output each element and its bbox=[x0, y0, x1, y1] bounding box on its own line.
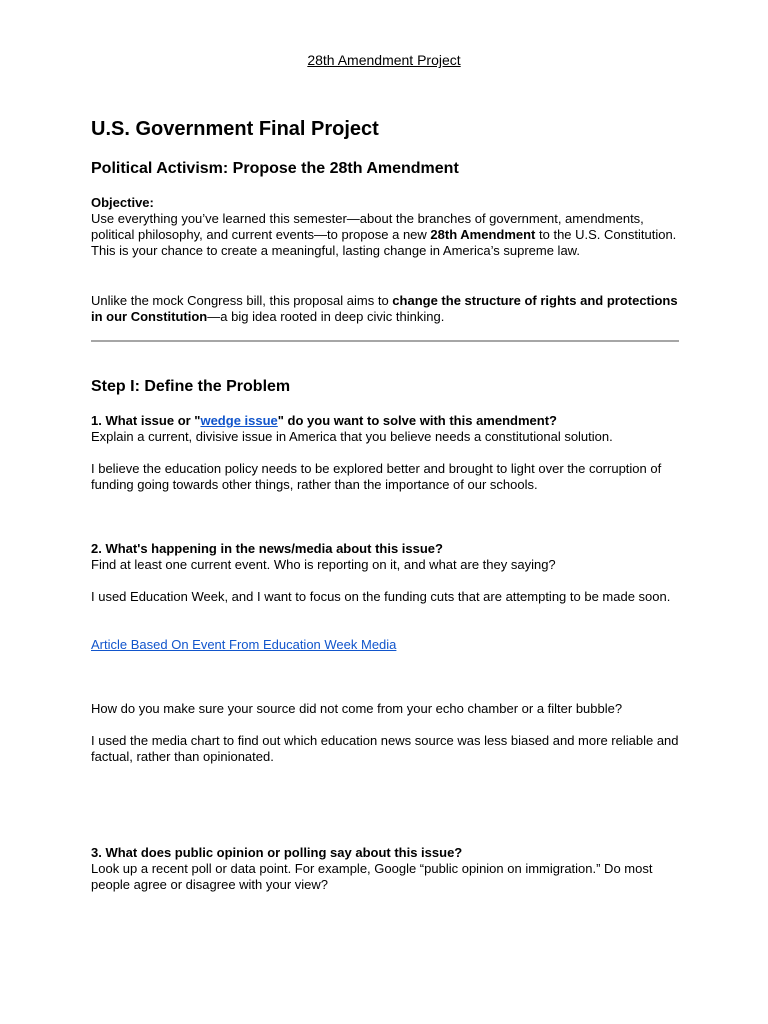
question-1-answer: I believe the education policy needs to be explored better and brought to light over the corruption of funding going towards other things, rather than the importance of our schools. bbox=[91, 461, 662, 492]
page-subtitle: Political Activism: Propose the 28th Amendment bbox=[91, 160, 459, 177]
wedge-issue-link[interactable]: wedge issue bbox=[200, 413, 278, 428]
article-link[interactable]: Article Based On Event From Education Week Media bbox=[91, 637, 397, 652]
document-header: 28th Amendment Project bbox=[307, 52, 461, 68]
question-1: 1. What issue or "wedge issue" do you want to solve with this amendment? bbox=[91, 413, 557, 428]
question-2-answer: I used Education Week, and I want to focus on the funding cuts that are attempting to be made soon. bbox=[91, 589, 671, 604]
question-2: 2. What's happening in the news/media about this issue? bbox=[91, 541, 443, 556]
article-paragraph bbox=[91, 637, 679, 653]
page-title: U.S. Government Final Project bbox=[91, 118, 379, 140]
section-divider bbox=[91, 340, 679, 342]
question-3: 3. What does public opinion or polling say about this issue? bbox=[91, 845, 463, 860]
objective-label: Objective: bbox=[91, 195, 154, 210]
question-2-instruction: Find at least one current event. Who is reporting on it, and what are they saying? bbox=[91, 557, 556, 572]
objective-section bbox=[91, 195, 679, 259]
unlike-paragraph: Unlike the mock Congress bill, this proposal aims to change the structure of rights and protections in our Constitution—a big idea rooted in deep civic thinking. bbox=[91, 293, 678, 324]
question-1-instruction: Explain a current, divisive issue in America that you believe needs a constitutional solution. bbox=[91, 429, 613, 444]
echo-chamber-question: How do you make sure your source did not come from your echo chamber or a filter bubble? bbox=[91, 701, 623, 716]
echo-chamber-answer: I used the media chart to find out which education news source was less biased and more reliable and factual, rather than opinionated. bbox=[91, 733, 679, 764]
question-3-instruction: Look up a recent poll or data point. For example, Google “public opinion on immigration.” Do most people agree or disagree with your view? bbox=[91, 861, 653, 892]
step1-heading: Step I: Define the Problem bbox=[91, 378, 291, 395]
objective-text: Use everything you’ve learned this semester—about the branches of government, amendments, political philosophy, and current events—to propose a new 28th Amendment to the U.S. Constitution. This is your chance to create a meaningful, lasting change in America’s supreme law. bbox=[91, 211, 677, 258]
